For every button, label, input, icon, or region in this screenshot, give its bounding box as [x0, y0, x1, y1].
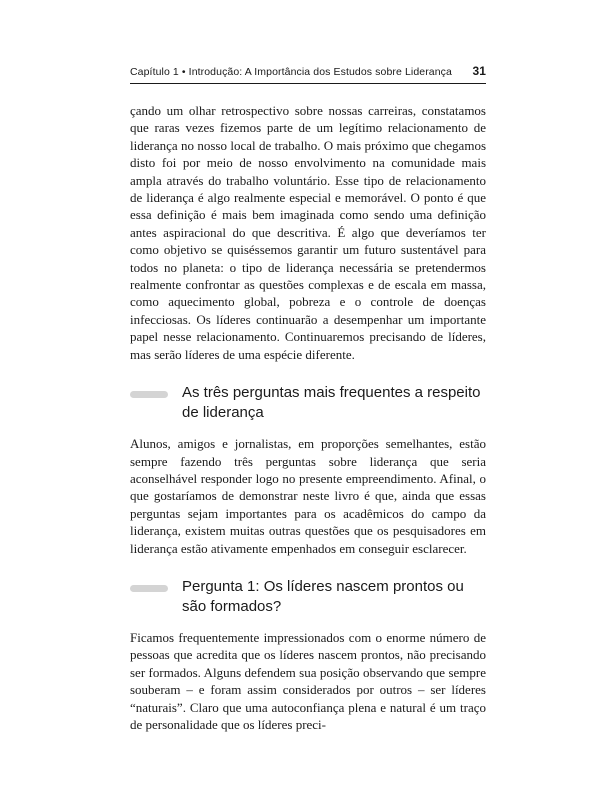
- section-heading-1: [130, 383, 486, 423]
- running-head: [130, 64, 486, 84]
- paragraph-1: çando um olhar retrospectivo sobre nossas carreiras, constatamos que raras vezes fizemos parte de um legítimo relacionamento de liderança no nosso local de trabalho. O mais próximo que chegamos disto foi por meio de nosso envolvimento na comunidade mais ampla através do trabalho voluntário. Esse tipo de relacionamento de liderança é algo realmente especial e memorável. O ponto é que essa definição é mais bem imaginada como sendo uma definição antes aspiracional do que descritiva. É algo que deveríamos ter como objetivo se quiséssemos garantir um futuro sustentável para todos no planeta: o tipo de liderança necessária se pretendermos realmente confrontar as questões complexas e de escala em massa, como aquecimento global, pobreza e o controle de doenças infecciosas. Os líderes continuarão a desempenhar um importante papel nesse relacionamento. Continuaremos precisando de líderes, mas serão líderes de uma espécie diferente.: [130, 103, 486, 362]
- section-title-2: Pergunta 1: Os líderes nascem prontos ou são formados?: [182, 577, 464, 615]
- heading-bar-ornament: [130, 391, 168, 398]
- running-head-title: Capítulo 1 • Introdução: A Importância dos Estudos sobre Liderança: [130, 66, 452, 78]
- paragraph-2: Alunos, amigos e jornalistas, em proporções semelhantes, estão sempre fazendo três perguntas sobre liderança que seria aconselhável responder logo no presente empreendimento. Afinal, o que gostaríamos de demonstrar neste livro é que, ainda que essas perguntas sejam importantes para os acadêmicos do campo da liderança, existem muitas outras questões que os pesquisadores em liderança estão ativamente empenhados em conseguir esclarecer.: [130, 436, 486, 556]
- section-title-1: As três perguntas mais frequentes a respeito de liderança: [182, 384, 481, 422]
- paragraph-3: Ficamos frequentemente impressionados com o enorme número de pessoas que acredita que os líderes nascem prontos, não precisando ser formados. Alguns defendem sua posição observando que sempre souberam – e foram assim considerados por outros – ser líderes “naturais”. Claro que uma autoconfiança plena e natural é um traço de personalidade que os líderes preci-: [130, 629, 486, 732]
- section-heading-2: [130, 577, 486, 617]
- page-number: 31: [472, 64, 486, 78]
- heading-bar-ornament: [130, 585, 168, 592]
- book-page: [130, 64, 486, 733]
